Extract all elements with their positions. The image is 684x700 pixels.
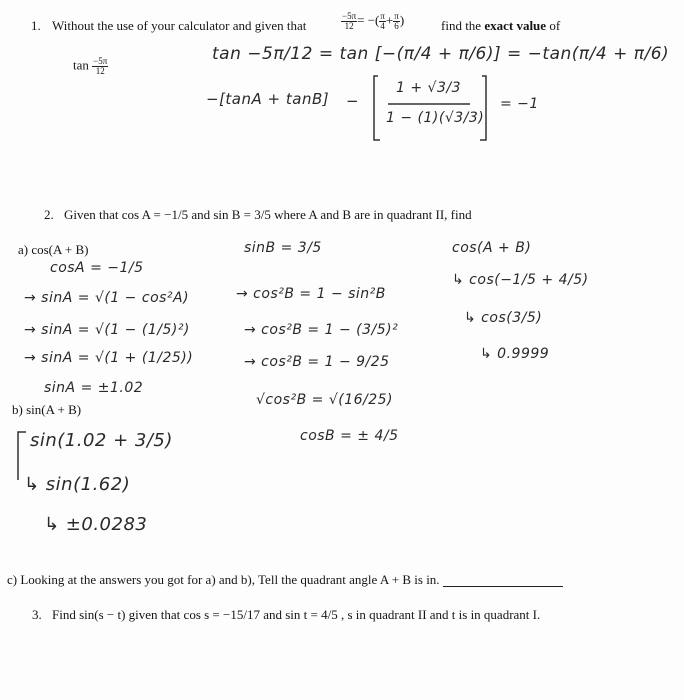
q2-col1-line-3: → sinA = √(1 − (1/5)²) (24, 322, 190, 338)
q1-work-line-2-left: −[tanA + tanB] (206, 90, 330, 108)
question-2-number: 2. (44, 207, 54, 222)
q2-col3-line-4: ↳ 0.9999 (480, 346, 550, 362)
q2b-bracket (18, 432, 26, 480)
q2-col1-line-1: cosA = −1/5 (50, 260, 144, 276)
question-3-number: 3. (32, 607, 42, 622)
q1-work-line-2-minus: − (346, 92, 360, 110)
q1-work-fraction-denominator: 1 − (1)(√3/3) (386, 110, 485, 126)
q2-col2-line-3: → cos²B = 1 − (3/5)² (244, 322, 399, 338)
q1-work-fraction-numerator: 1 + √3/3 (396, 80, 461, 96)
question-2a-label: a) cos(A + B) (18, 242, 89, 257)
q2b-work-line-1: sin(1.02 + 3/5) (30, 430, 173, 451)
q2-col3-line-2: ↳ cos(−1/5 + 4/5) (452, 272, 589, 288)
q2-col2-line-4: → cos²B = 1 − 9/25 (244, 354, 390, 370)
question-1-instruction: find the exact value of (441, 18, 561, 33)
q2-col3-line-1: cos(A + B) (452, 240, 532, 256)
question-2c-text: c) Looking at the answers you got for a) and b), Tell the quadrant angle A + B is in. (7, 572, 563, 587)
q1-right-bracket (480, 76, 486, 140)
question-1-expression: tan $\frac{-5\pi}{12}$ (73, 56, 108, 76)
q2-col2-line-2: → cos²B = 1 − sin²B (236, 286, 386, 302)
question-2-text: Given that cos A = −1/5 and sin B = 3/5 where A and B are in quadrant II, find (64, 207, 472, 222)
q2-col2-line-1: sinB = 3/5 (244, 240, 322, 256)
q2-col1-line-5: sinA = ±1.02 (44, 380, 144, 396)
q1-work-result: = −1 (500, 96, 539, 112)
q1-work-line-1: tan −5π/12 = tan [−(π/4 + π/6)] = −tan(π/4 + π/6) (212, 44, 670, 64)
question-3-text: Find sin(s − t) given that cos s = −15/17 and sin t = 4/5 , s in quadrant II and t is in quadrant I. (52, 607, 541, 622)
q2-col2-line-5: √cos²B = √(16/25) (256, 392, 394, 408)
q2-col2-line-6: cosB = ± 4/5 (300, 428, 399, 444)
q2-col1-line-2: → sinA = √(1 − cos²A) (24, 290, 190, 306)
q1-left-bracket (374, 76, 380, 140)
q2b-work-line-3: ↳ ±0.0283 (44, 514, 148, 535)
q2b-work-line-2: ↳ sin(1.62) (24, 474, 131, 495)
question-1-intro: Without the use of your calculator and given that (52, 18, 307, 33)
question-1-given-angle: $\frac{-5\pi}{12}$ = −( $\frac{\pi}{4}$ + $\frac{\pi}{6}$ ) (342, 11, 405, 31)
q2-col3-line-3: ↳ cos(3/5) (464, 310, 543, 326)
question-1-number: 1. (31, 18, 41, 33)
q2-col1-line-4: → sinA = √(1 + (1/25)) (24, 350, 194, 366)
question-2b-label: b) sin(A + B) (12, 402, 82, 417)
